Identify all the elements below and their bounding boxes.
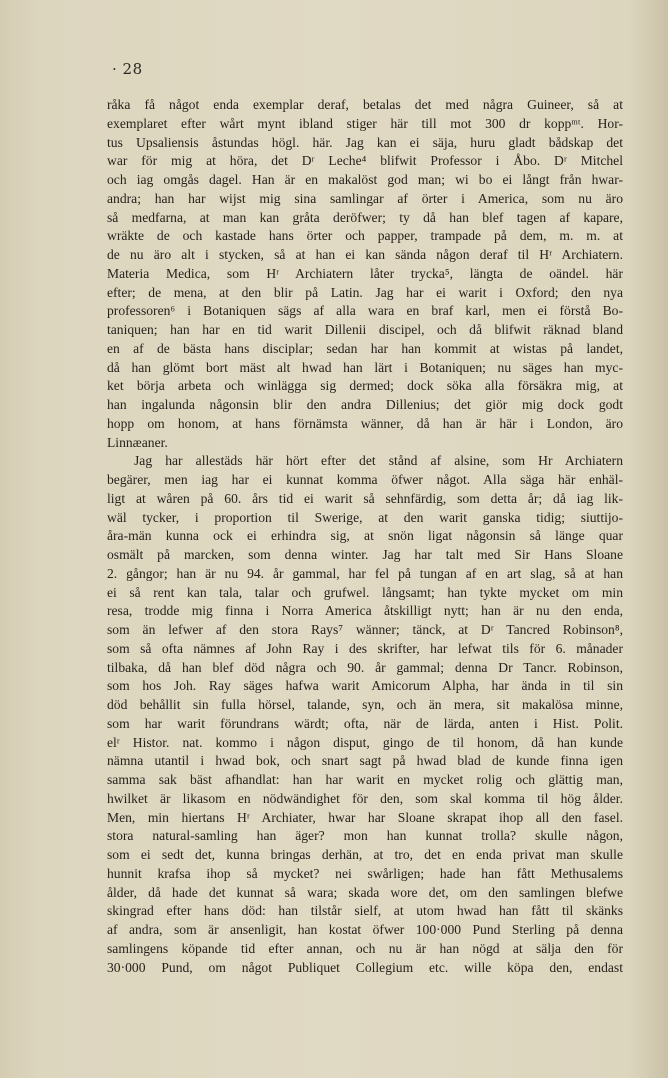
text-line: han ingalunda någonsin blir den andra Dillenius; det giör mig dock godt: [107, 397, 623, 412]
text-line: som har warit förundrans wärdt; ofta, när de lärda, anten i Hist. Polit.: [107, 715, 623, 731]
text-line: ket börja arbeta och winlägga sig dermed; dock söka alla försäkra mig, at: [107, 378, 623, 394]
text-line: osmält på marcken, som denna winter. Jag har talt med Sir Hans Sloane: [107, 547, 623, 562]
page-number: · 28: [112, 60, 143, 78]
text-line: död behållit sin fulla hörsel, talande, syn, och än mera, sit makalösa minne,: [107, 697, 623, 712]
text-line: en af de bästa hans disciplar; sedan har han kommit at wistas på landet,: [107, 340, 623, 356]
text-line: professoren⁶ i Botaniquen sägs af alla wara en braf karl, men ei förstå Bo-: [107, 303, 623, 319]
text-line: andra; han har wijst mig sina samlingar af örter i America, som nu äro: [107, 190, 623, 206]
text-line: ålder, då hade det kunnat så wara; skada wore det, om den samlingen blefwe: [107, 884, 623, 900]
text-line: 2. gångor; han är nu 94. år gammal, har fel på tungan af en art slag, så at han: [107, 565, 623, 581]
text-line: resa, trodde mig finna i Norra America åtskilligt nytt; han är nu den enda,: [107, 603, 623, 619]
text-line: Materia Medica, som Hʳ Archiatern låter trycka⁵, längta de oändel. här: [107, 265, 623, 281]
text-line: som ei sedt det, kunna bringas derhän, at tro, det en enda privat man skulle: [107, 847, 623, 862]
text-line: nämna utantil i hwad bok, och snart sagt på hwad blad de kunde finna igen: [107, 753, 623, 769]
text-line: tus Upsaliensis åstundas högl. här. Jag kan ei säja, huru gladt bådskap det: [107, 134, 623, 150]
text-line: wräkte de och kastade hans örter och papper, trampade på dem, m. m. at: [107, 228, 623, 244]
text-line: åra-män kunna ock ei erhindra sig, at snön ligat någonsin så länge quar: [107, 528, 623, 544]
text-line: och iag omgås dagel. Han är en makalöst god man; wi bo ei långt från hwar-: [107, 172, 623, 187]
text-line: som än lefwer af den stora Rays⁷ wänner; tänck, at Dʳ Tancred Robinson⁸,: [107, 622, 623, 637]
text-line: elʳ Histor. nat. kommo i någon disput, gingo de til honom, då han kunde: [107, 734, 623, 750]
text-line: skingrad efter hans död: han tilstår sielf, at utom hwad han fått til skänks: [107, 903, 623, 919]
text-line: 30·000 Pund, om något Publiquet Collegium etc. wille köpa den, endast: [107, 959, 623, 975]
text-line: som hos Joh. Ray säges hafwa warit Amicorum Alpha, har ända in til sin: [107, 678, 623, 694]
text-line: ei så rent kan tala, talar och grufwel. långsamt; han tykte mycket om min: [107, 584, 623, 600]
body-text: [107, 96, 623, 977]
text-line: Jag har allestäds här hört efter det stånd af alsine, som Hr Archiatern: [134, 453, 623, 469]
text-line: de nu äro alt i stycken, så at han ei kan sända någon deraf til Hʳ Archiatern.: [107, 247, 623, 262]
text-line: Linnæaner.: [107, 434, 168, 450]
text-line: exemplaret efter wårt mynt ibland stiger här till mot 300 dr koppᵐᵗ. Hor-: [107, 115, 623, 131]
text-line: då han glömt bort mäst alt hwad han lärt i Botaniquen; nu säges han myc-: [107, 359, 623, 375]
text-line: af andra, som är ansenligit, han kostat öfwer 100·000 Pund Sterling på denna: [107, 922, 623, 937]
text-line: tilbaka, då han blef död några och 90. år gammal; denna Dr Tancr. Robinson,: [107, 659, 623, 675]
text-line: hunnit krafsa ihop så mycket? nei swårligen; hade han fått Methusalems: [107, 865, 623, 881]
text-line: ligt at wåren på 60. års tid ei warit så sehnfärdig, som detta år; då iag lik-: [107, 490, 623, 506]
text-line: war för mig at höra, det Dʳ Leche⁴ blifwit Professor i Åbo. Dʳ Mitchel: [107, 153, 623, 169]
text-line: Men, min hiertans Hʳ Archiater, hwar har Sloane skrapat ihop all den fasel.: [107, 809, 623, 825]
text-line: begärer, men iag har ei kunnat komma öfwer något. Alla säga här enhäl-: [107, 472, 623, 487]
text-line: som så ofta nämnes af John Ray i des skrifter, har lefwat tils för 6. månader: [107, 640, 623, 656]
text-line: taniquen; han har en tid warit Dillenii discipel, och då blifwit räknad bland: [107, 322, 623, 337]
text-line: hopp om honom, at hans förnämsta wänner, då han är här i London, äro: [107, 415, 623, 431]
text-line: efter; de mena, at den blir på Latin. Jag har ei warit i Oxford; den nya: [107, 284, 623, 300]
text-line: så medfarna, at man kan gråta deröfwer; ty då han blef tagen af kapare,: [107, 209, 623, 225]
text-line: stora natural-samling han äger? mon han kunnat trolla? skulle någon,: [107, 828, 623, 844]
text-line: samma sak bäst afhandlat: han har warit en mycket rolig och glättig man,: [107, 772, 623, 787]
text-line: wäl tycker, i proportion til Swerige, at den warit ganska tidig; siuttijo-: [107, 509, 623, 525]
text-line: råka få något enda exemplar deraf, betalas det med några Guineer, så at: [107, 97, 623, 112]
text-line: samlingens köpande tid efter annan, och nu är han nögd at sälja den för: [107, 940, 623, 956]
text-line: hwilket är likasom en nödwändighet för den, som skal komma til hög ålder.: [107, 790, 623, 806]
